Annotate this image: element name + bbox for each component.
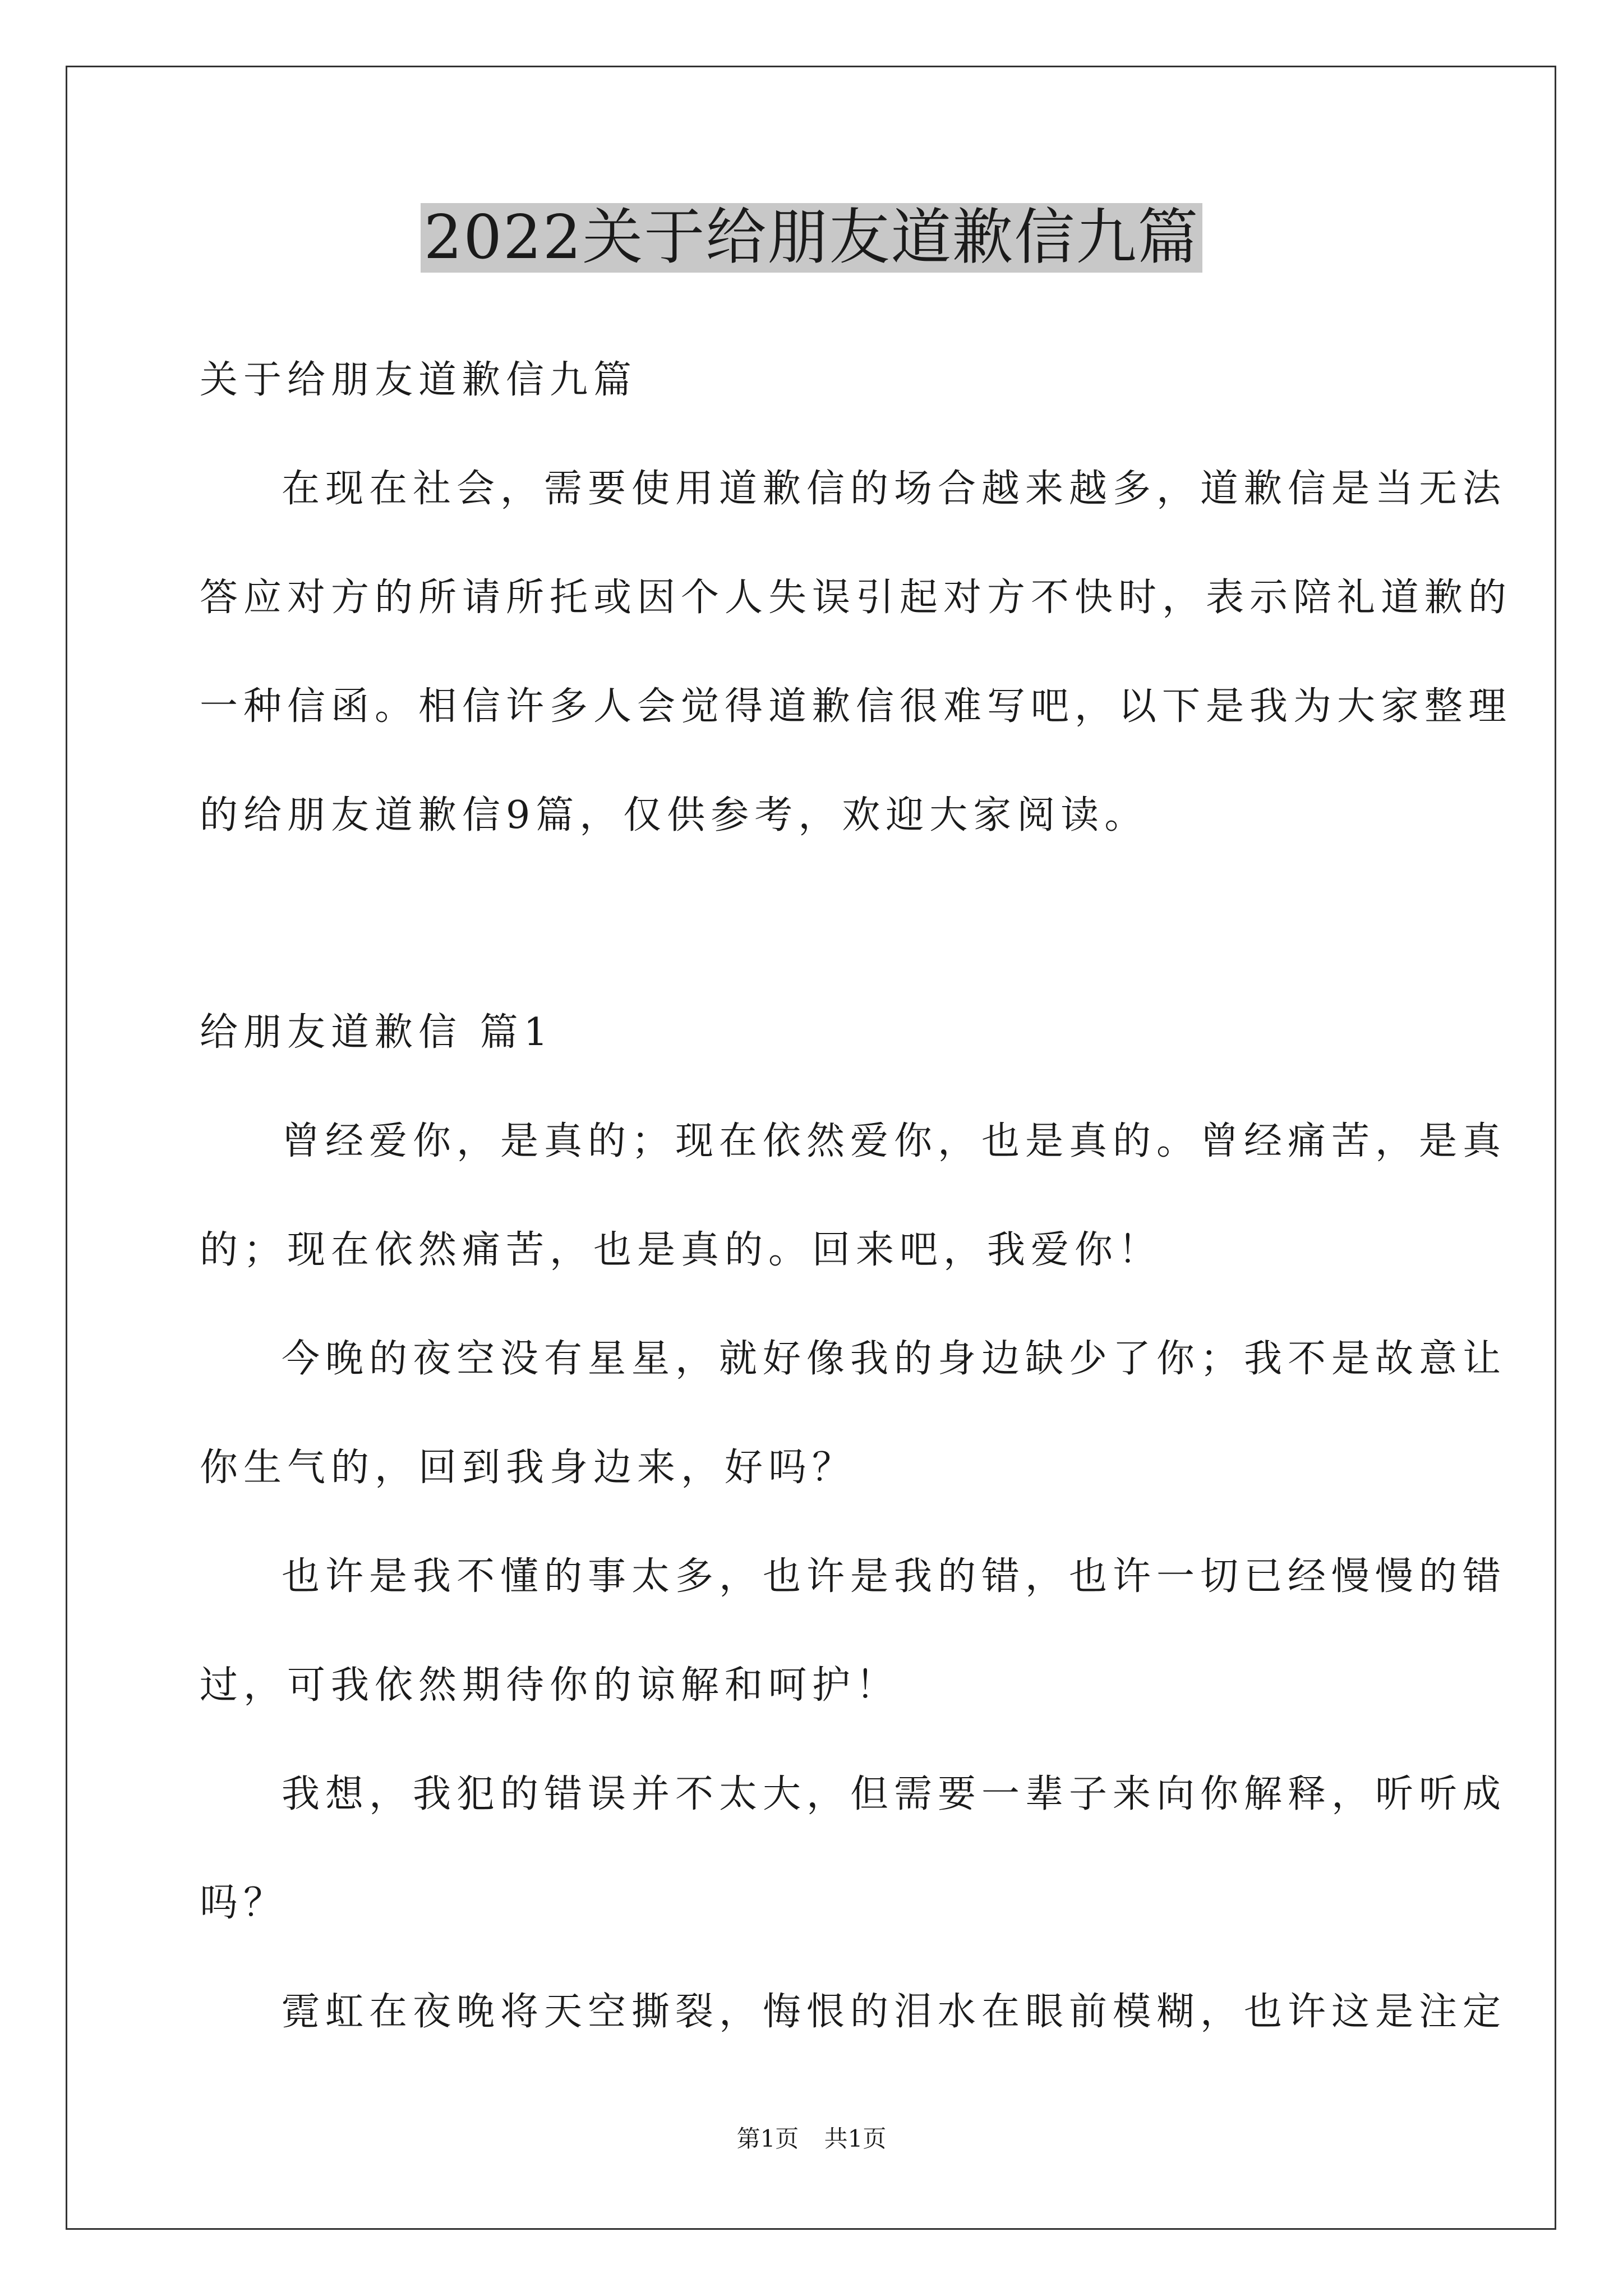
page-footer — [0, 2125, 1623, 2153]
title-wrap — [0, 203, 1623, 273]
body-line: 也许是我不懂的事太多，也许是我的错，也许一切已经慢慢的错 — [282, 1554, 1507, 1599]
intro-line: 答应对方的所请所托或因个人失误引起对方不快时，表示陪礼道歉的 — [200, 576, 1513, 620]
body-line: 的；现在依然痛苦，也是真的。回来吧，我爱你！ — [200, 1228, 1163, 1272]
document-subtitle: 关于给朋友道歉信九篇 — [200, 358, 638, 402]
body-line: 霓虹在夜晚将天空撕裂，悔恨的泪水在眼前模糊，也许这是注定 — [282, 1990, 1507, 2034]
intro-line: 在现在社会，需要使用道歉信的场合越来越多，道歉信是当无法 — [282, 467, 1507, 511]
intro-line: 一种信函。相信许多人会觉得道歉信很难写吧，以下是我为大家整理 — [200, 684, 1513, 729]
document-title: 2022关于给朋友道歉信九篇 — [421, 203, 1203, 273]
page-number-current: 第1页 — [736, 2125, 799, 2152]
body-line: 曾经爱你，是真的；现在依然爱你，也是真的。曾经痛苦，是真 — [282, 1119, 1507, 1163]
body-line: 你生气的，回到我身边来，好吗？ — [200, 1446, 856, 1490]
body-line: 今晚的夜空没有星星，就好像我的身边缺少了你；我不是故意让 — [282, 1337, 1507, 1381]
section-heading: 给朋友道歉信 篇1 — [200, 1010, 554, 1055]
body-line: 过，可我依然期待你的谅解和呵护！ — [200, 1663, 900, 1708]
page-number-total: 共1页 — [824, 2125, 887, 2152]
body-line: 吗？ — [200, 1881, 288, 1925]
intro-line: 的给朋友道歉信9篇，仅供参考，欢迎大家阅读。 — [200, 793, 1149, 838]
body-line: 我想，我犯的错误并不太大，但需要一辈子来向你解释，听听成 — [282, 1772, 1507, 1816]
